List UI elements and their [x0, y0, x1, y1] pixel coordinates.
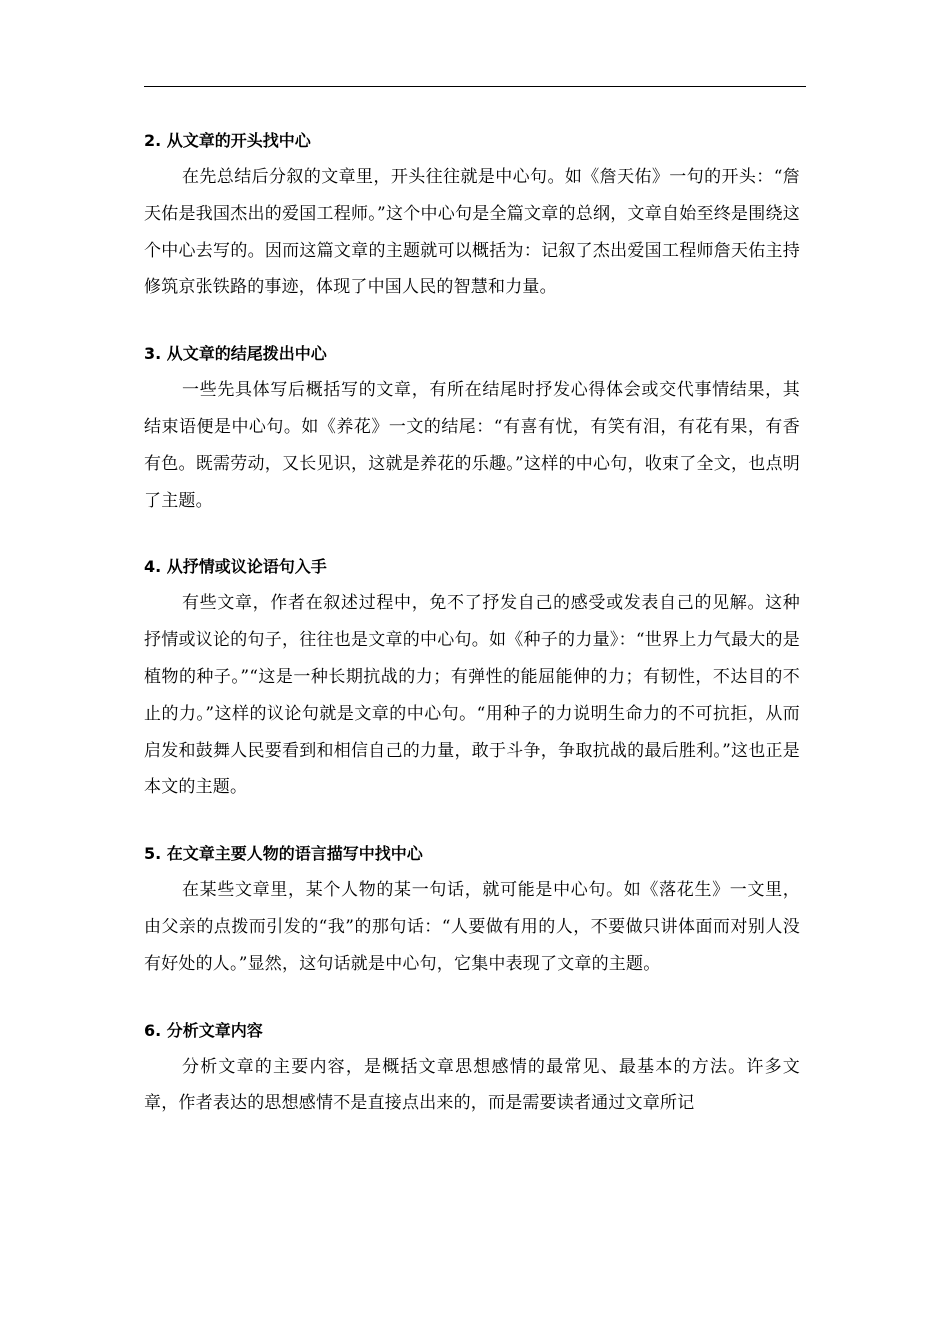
section-4: [144, 549, 800, 806]
section-6: [144, 1013, 800, 1123]
section-paragraph: 在某些文章里，某个人物的某一句话，就可能是中心句。如《落花生》一文里，由父亲的点拨而引发的“我”的那句话：“人要做有用的人，不要做只讲体面而对别人没有好处的人。”显然，这句话就是中心句，它集中表现了文章的主题。: [144, 880, 800, 974]
header-rule: [144, 86, 806, 87]
section-heading: 4. 从抒情或议论语句入手: [144, 557, 327, 577]
section-paragraph: 分析文章的主要内容，是概括文章思想感情的最常见、最基本的方法。许多文章，作者表达的思想感情不是直接点出来的，而是需要读者通过文章所记: [144, 1056, 800, 1114]
section-heading: 5. 在文章主要人物的语言描写中找中心: [144, 844, 423, 864]
section-heading: 2. 从文章的开头找中心: [144, 131, 311, 150]
section-heading: 6. 分析文章内容: [144, 1020, 263, 1040]
section-paragraph: 有些文章，作者在叙述过程中，免不了抒发自己的感受或发表自己的见解。这种抒情或议论的句子，往往也是文章的中心句。如《种子的力量》：“世界上力气最大的是植物的种子。”“这是一种长期抗战的力；有弹性的能屈能伸的力；有韧性，不达目的不止的力。”这样的议论句就是文章的中心句。“用种子的力说明生命力的不可抗拒，从而启发和鼓舞人民要看到和相信自己的力量，敢于斗争，争取抗战的最后胜利。”这也正是本文的主题。: [144, 593, 800, 798]
document-body: [144, 123, 800, 1152]
section-heading: 3. 从文章的结尾拨出中心: [144, 344, 327, 364]
section-paragraph: 在先总结后分叙的文章里，开头往往就是中心句。如《詹天佑》一句的开头：“詹天佑是我国杰出的爱国工程师。”这个中心句是全篇文章的总纲，文章自始至终是围绕这个中心去写的。因而这篇文章的主题就可以概括为：记叙了杰出爱国工程师詹天佑主持修筑京张铁路的事迹，体现了中国人民的智慧和力量。: [144, 167, 800, 298]
section-paragraph: 一些先具体写后概括写的文章，有所在结尾时抒发心得体会或交代事情结果，其结束语便是中心句。如《养花》一文的结尾：“有喜有忧，有笑有泪，有花有果，有香有色。既需劳动，又长见识，这就是养花的乐趣。”这样的中心句，收束了全文，也点明了主题。: [144, 380, 800, 511]
section-2: [144, 123, 800, 306]
section-5: [144, 836, 800, 982]
section-3: [144, 336, 800, 519]
